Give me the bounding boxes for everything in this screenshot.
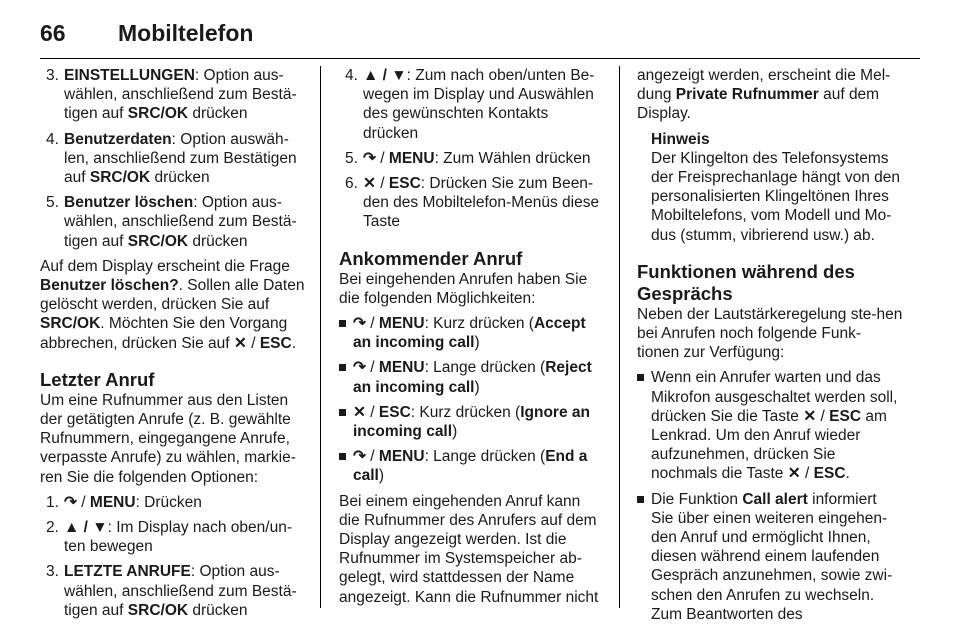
bullet-square-icon [637,496,644,503]
step-4: 4. Benutzerdaten: Option auswäh-len, anschließend zum Bestätigen auf SRC/OK drücken [46,130,297,187]
step-5b: 5. ↷ / MENU: Zum Wählen drücken [345,149,591,167]
bullet-ignore: ✕ / ESC: Kurz drücken (Ignore an incoming call) [339,403,603,441]
bullet-call-alert: Die Funktion Call alert informiert Sie über einen weiteren eingehen-den Anruf und ermöglicht Ihnen, diesen während einem laufenden Gespräch anzunehmen, sowie zwi-schen den Anrufen zu wechseln. Zum Beantworten des [637,490,903,624]
hangup-icon: ✕ [233,334,247,352]
bullet-square-icon [339,364,346,371]
note-text: Der Klingelton des Telefonsystems der Freisprechanlage hängt von den personalisierten Klingeltönen Ihres Mobiltelefons, vom Modell und Mo-dus (stumm, vibrierend usw.) ab. [651,149,901,244]
bullet-mute: Wenn ein Anrufer warten und das Mikrofon ausgeschaltet werden soll, drücken Sie die Taste ✕ / ESC am Lenkrad. Um den Anruf wieder aufzunehmen, drücken Sie nochmals die Taste ✕ / ESC. [637,368,903,483]
bullet-square-icon [339,453,346,460]
step-2: 2. ▲ / ▼: Im Display nach oben/un-ten bewegen [46,519,292,556]
bullet-square-icon [637,374,644,381]
heading-last-call: Letzter Anruf [40,368,155,390]
bullet-reject: ↷ / MENU: Lange drücken (Reject an incoming call) [339,358,603,396]
up-down-icon: ▲ / ▼ [64,519,108,537]
column-2 [339,66,603,613]
hangup-icon: ✕ [803,407,817,425]
heading-incoming-call: Ankommender Anruf [339,247,523,269]
bullet-square-icon [339,409,346,416]
step-4b: 4. ▲ / ▼: Zum nach oben/unten Be-wegen im Display und Auswählen des gewünschten Kontakts drücken [345,67,595,142]
delete-user-paragraph: Auf dem Display erscheint die Frage Benutzer löschen?. Sollen alle Daten gelöscht werden, drücken Sie auf SRC/OK. Möchten Sie den Vorgang abbrechen, drücken Sie auf ✕ / ESC. [40,257,305,352]
step-3: 3. EINSTELLUNGEN: Option aus-wählen, anschließend zum Bestä-tigen auf SRC/OK drücken [46,67,297,123]
last-call-intro: Um eine Rufnummer aus den Listen der getätigten Anrufe (z. B. gewählte Rufnummern, eingegangene Anrufe, verpasste Anrufe) zu wählen, markie-ren Sie die folgenden Optionen: [40,391,296,486]
note-title: Hinweis [651,130,710,148]
column-divider-2 [619,66,620,608]
step-6: 6. ✕ / ESC: Drücken Sie zum Been-den des Mobiltelefon-Menüs diese Taste [345,175,600,231]
note-box [651,130,903,245]
incoming-intro: Bei eingehenden Anrufen haben Sie die folgenden Möglichkeiten: [339,270,588,307]
heading-functions-during-call: Funktionen während des Gesprächs [637,260,855,304]
call-icon: ↷ [353,359,366,377]
bullet-accept: ↷ / MENU: Kurz drücken (Accept an incoming call) [339,314,603,352]
header-rule [40,58,920,59]
up-down-icon: ▲ / ▼ [363,67,407,84]
hangup-icon: ✕ [787,465,801,483]
call-icon: ↷ [363,149,376,167]
hangup-icon: ✕ [363,175,376,193]
bullet-square-icon [339,320,346,327]
step-3b: 3. LETZTE ANRUFE: Option aus-wählen, anschließend zum Bestä-tigen auf SRC/OK drücken [46,563,297,619]
step-1: 1. ↷ / MENU: Drücken [46,493,202,511]
call-icon: ↷ [64,493,77,511]
page-title: Mobiltelefon [118,20,254,46]
private-number-paragraph: angezeigt werden, erscheint die Mel-dung Private Rufnummer auf dem Display. [637,67,891,123]
page-number: 66 [40,20,66,46]
call-icon: ↷ [353,448,366,466]
call-icon: ↷ [353,315,366,333]
column-1 [40,66,310,626]
functions-intro: Neben der Lautstärkeregelung ste-hen bei Anrufen noch folgende Funk-tionen zur Verfügung: [637,305,903,362]
step-5: 5. Benutzer löschen: Option aus-wählen, anschließend zum Bestä-tigen auf SRC/OK drücken [46,194,297,250]
column-divider-1 [320,66,321,608]
column-3 [637,66,903,630]
hangup-icon: ✕ [353,403,366,421]
page-header [40,14,920,54]
bullet-end: ↷ / MENU: Lange drücken (End a call) [339,447,603,485]
incoming-outro: Bei einem eingehenden Anruf kann die Rufnummer des Anrufers auf dem Display angezeigt werden. Ist die Rufnummer im Systemspeicher ab-gelegt, wird stattdessen der Name angezeigt. Kann die Rufnummer nicht [339,492,599,606]
